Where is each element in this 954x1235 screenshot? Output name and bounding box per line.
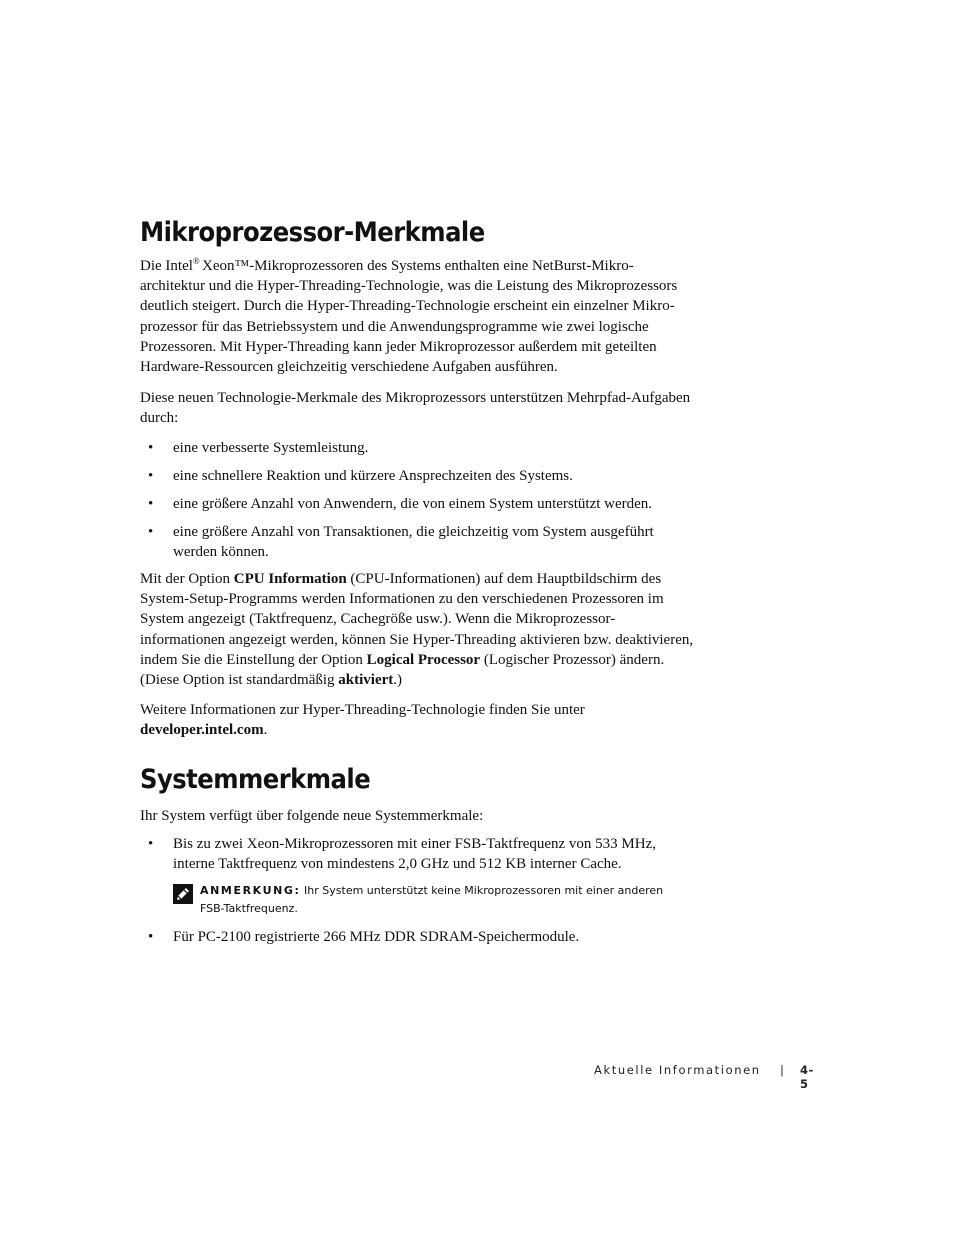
- feature-bullet-list: [140, 522, 730, 562]
- list-item: • Für PC-2100 registrierte 266 MHz DDR SDRAM-Speichermodule.: [140, 927, 730, 947]
- intro-paragraph: Die Intel® Xeon™-Mikroprozessoren des Systems enthalten eine NetBurst-Mikro- architektur und die Hyper-Threading-Technologie, was die Leistung des Mikroprozessors deutlich steigert. Durch die Hyper-Threading-Technologie erscheint ein einzelner Mikro- prozessor für das Betriebssystem und die Anwendungsprogramme wie zwei logische Prozessoren. Mit Hyper-Threading kann jeder Mikroprozessor außerdem mit geteilten Hardware-Ressourcen gleichzeitig verschiedene Aufgaben ausführen.: [140, 256, 678, 376]
- footer-separator: |: [780, 1063, 784, 1077]
- footer-title: Aktuelle Informationen: [594, 1063, 761, 1077]
- more-info-paragraph: Weitere Informationen zur Hyper-Threading-Technologie finden Sie unter developer.intel.com.: [140, 702, 585, 739]
- cpu-information-paragraph: Mit der Option CPU Information (CPU-Informationen) auf dem Hauptbildschirm des System-Setup-Programms werden Informationen zu den verschiedenen Prozessoren im System angezeigt (Taktfrequenz, Cachegröße usw.). Wenn die Mikroprozessor- informationen angezeigt werden, können Sie Hyper-Threading aktivieren bzw. deaktivieren, indem Sie die Einstellung der Option Logical Processor (Logischer Prozessor) ändern. (Diese Option ist standardmäßig aktiviert.): [140, 571, 694, 689]
- feature-bullet-list: [140, 494, 730, 514]
- option-cpu-information: CPU Information: [233, 571, 347, 587]
- default-value-aktiviert: aktiviert: [338, 672, 394, 689]
- list-item: • eine verbesserte Systemleistung.: [140, 438, 730, 458]
- list-item: • Bis zu zwei Xeon-Mikroprozessoren mit einer FSB-Taktfrequenz von 533 MHz, interne Taktfrequenz von mindestens 2,0 GHz und 512 KB interner Cache.: [140, 834, 730, 874]
- page-footer: [594, 1063, 814, 1091]
- features-intro-paragraph: Diese neuen Technologie-Merkmale des Mikroprozessors unterstützen Mehrpfad-Aufgaben durch:: [140, 390, 691, 427]
- list-item: • eine schnellere Reaktion und kürzere Ansprechzeiten des Systems.: [140, 466, 730, 486]
- page-number: 4-5: [800, 1063, 814, 1091]
- feature-bullet-list: [140, 438, 730, 458]
- list-item: • eine größere Anzahl von Transaktionen, die gleichzeitig vom System ausgeführt werden können.: [140, 522, 730, 562]
- option-logical-processor: Logical Processor: [366, 651, 481, 668]
- pencil-note-icon: [173, 884, 193, 904]
- section-heading-systemmerkmale: Systemmerkmale: [140, 764, 371, 795]
- system-bullet-list: [140, 834, 730, 874]
- system-bullet-list: [140, 927, 730, 947]
- list-item: • eine größere Anzahl von Anwendern, die von einem System unterstützt werden.: [140, 494, 730, 514]
- feature-bullet-list: [140, 466, 730, 486]
- system-intro-paragraph: Ihr System verfügt über folgende neue Systemmerkmale:: [140, 808, 484, 824]
- developer-intel-link: developer.intel.com: [140, 722, 264, 739]
- note-label: ANMERKUNG:: [200, 884, 301, 897]
- section-heading-mikroprozessor: Mikroprozessor-Merkmale: [140, 217, 485, 248]
